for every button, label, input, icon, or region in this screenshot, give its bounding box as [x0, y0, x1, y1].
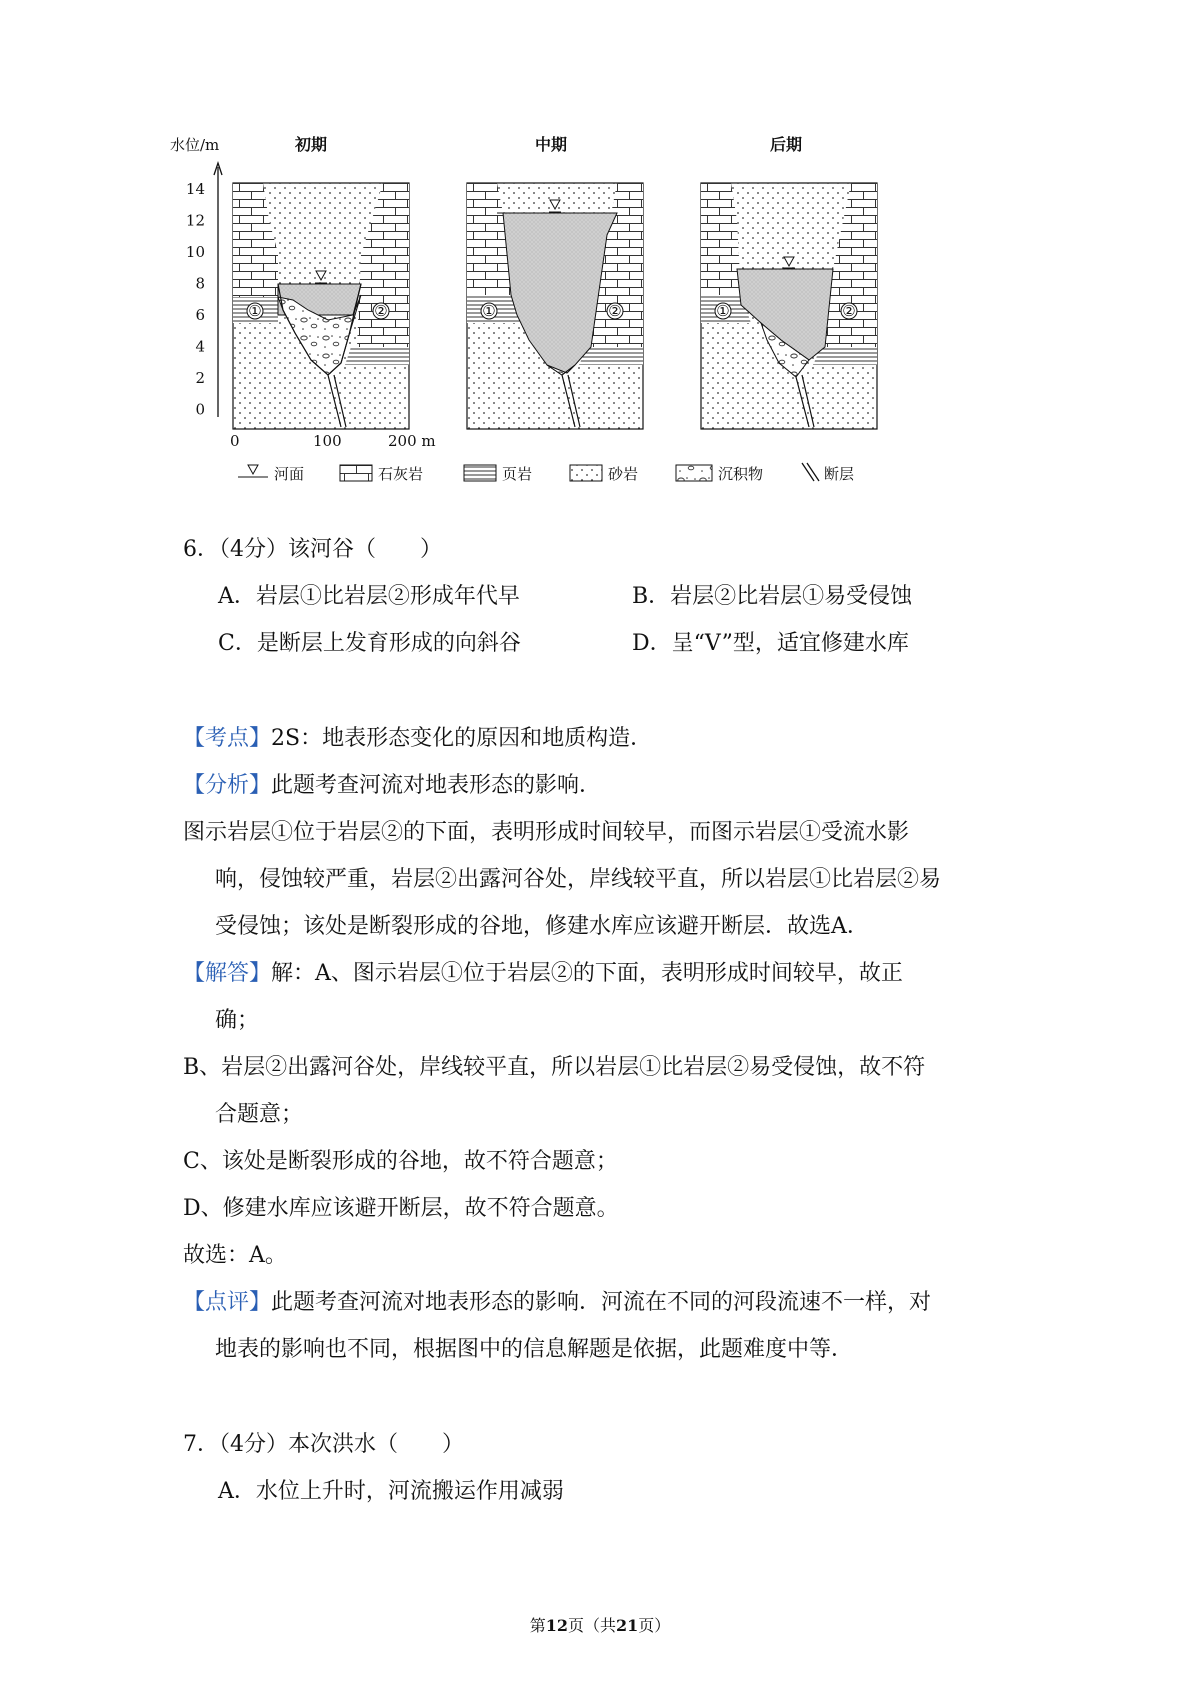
page-number: 12 [545, 1616, 568, 1635]
y-tick-label: 2 [195, 369, 205, 387]
fenxi-text: 此题考查河流对地表形态的影响． [271, 773, 602, 798]
q6-option-b[interactable]: B．岩层②比岩层①易受侵蚀 [632, 584, 913, 609]
layer-label-1: ① [716, 302, 730, 320]
y-tick-label: 10 [185, 243, 205, 261]
legend-label: 石灰岩 [378, 465, 424, 483]
layer-label-1: ① [482, 302, 496, 320]
footer-text: 第 [529, 1616, 546, 1635]
total-pages: 21 [616, 1616, 639, 1635]
page-footer [0, 1613, 1200, 1636]
x-tick-100: 100 [313, 432, 342, 450]
y-tick-label: 12 [185, 211, 205, 230]
legend-label: 断层 [824, 465, 855, 483]
fenxi-line [183, 771, 601, 801]
q7-option-a[interactable]: A．水位上升时，河流搬运作用减弱 [218, 1479, 564, 1504]
y-axis [170, 136, 222, 419]
dianping-cont: 地表的影响也不同，根据图中的信息解题是依据，此题难度中等． [215, 1337, 854, 1362]
fenxi-tag: 【分析】 [183, 773, 272, 798]
layer-label-2: ② [374, 302, 388, 320]
y-tick-label: 4 [195, 337, 205, 356]
panel-middle [467, 183, 643, 429]
dianping-line [183, 1288, 931, 1318]
y-tick-label: 0 [195, 400, 205, 419]
answer-line: 合题意； [215, 1102, 304, 1127]
q6-stem: 6．（4分）该河谷（ ） [183, 537, 442, 562]
answer-line: 故选：A。 [183, 1243, 287, 1268]
layer-label-2: ② [608, 302, 622, 320]
panel-early [233, 183, 409, 429]
footer-text: 页） [638, 1616, 671, 1635]
panel-title-middle: 中期 [535, 135, 568, 154]
kaodian-tag: 【考点】 [183, 726, 272, 751]
panel-title-early: 初期 [295, 135, 328, 154]
limestone-icon [340, 465, 372, 481]
q6-option-d[interactable]: D．呈“V”型，适宜修建水库 [632, 631, 909, 656]
dianping-text: 此题考查河流对地表形态的影响．河流在不同的河段流速不一样，对 [271, 1290, 932, 1315]
jieda-line [183, 959, 903, 989]
layer-label-2: ② [842, 302, 856, 320]
panel-title-late: 后期 [770, 135, 803, 154]
y-tick-label: 14 [185, 180, 205, 198]
jieda-tag: 【解答】 [183, 961, 272, 986]
layer-label-1: ① [248, 302, 262, 320]
fenxi-body-line: 受侵蚀；该处是断裂形成的谷地，修建水库应该避开断层．故选A． [215, 914, 869, 939]
q7-stem: 7．（4分）本次洪水（ ） [183, 1432, 464, 1457]
kaodian-line [183, 724, 652, 754]
legend-label: 河面 [274, 465, 305, 483]
panel-late [701, 183, 877, 429]
river-valley-figure [170, 135, 970, 530]
legend-label: 页岩 [502, 465, 533, 483]
river-surface-icon [238, 465, 268, 477]
fenxi-body-line: 图示岩层①位于岩层②的下面，表明形成时间较早，而图示岩层①受流水影 [183, 820, 910, 845]
y-tick-label: 6 [195, 306, 205, 324]
legend-label: 沉积物 [718, 465, 764, 483]
y-axis-label: 水位/m [170, 136, 220, 154]
footer-text: 页（共 [567, 1616, 616, 1635]
legend-label: 砂岩 [608, 465, 639, 483]
answer-line: D、修建水库应该避开断层，故不符合题意。 [183, 1196, 619, 1221]
y-tick-label: 8 [195, 274, 205, 293]
legend [238, 463, 854, 483]
sediment-icon [676, 465, 712, 481]
q6-option-c[interactable]: C．是断层上发育形成的向斜谷 [218, 631, 521, 656]
x-tick-0: 0 [230, 432, 240, 450]
sandstone-icon [570, 465, 602, 481]
jieda-cont: 确； [215, 1008, 260, 1033]
dianping-tag: 【点评】 [183, 1290, 272, 1315]
answer-line: B、岩层②出露河谷处，岸线较平直，所以岩层①比岩层②易受侵蚀，故不符 [183, 1055, 926, 1080]
q6-option-a[interactable]: A．岩层①比岩层②形成年代早 [218, 584, 520, 609]
answer-line: C、该处是断裂形成的谷地，故不符合题意； [183, 1149, 618, 1174]
x-axis [230, 432, 436, 450]
kaodian-text: 2S：地表形态变化的原因和地质构造． [271, 726, 653, 751]
fenxi-body-line: 响，侵蚀较严重，岩层②出露河谷处，岸线较平直，所以岩层①比岩层②易 [215, 867, 942, 892]
shale-icon [464, 465, 496, 481]
x-tick-200: 200 m [388, 432, 436, 450]
fault-icon [802, 463, 819, 481]
jieda-text: 解：A、图示岩层①位于岩层②的下面，表明形成时间较早，故正 [271, 961, 903, 986]
